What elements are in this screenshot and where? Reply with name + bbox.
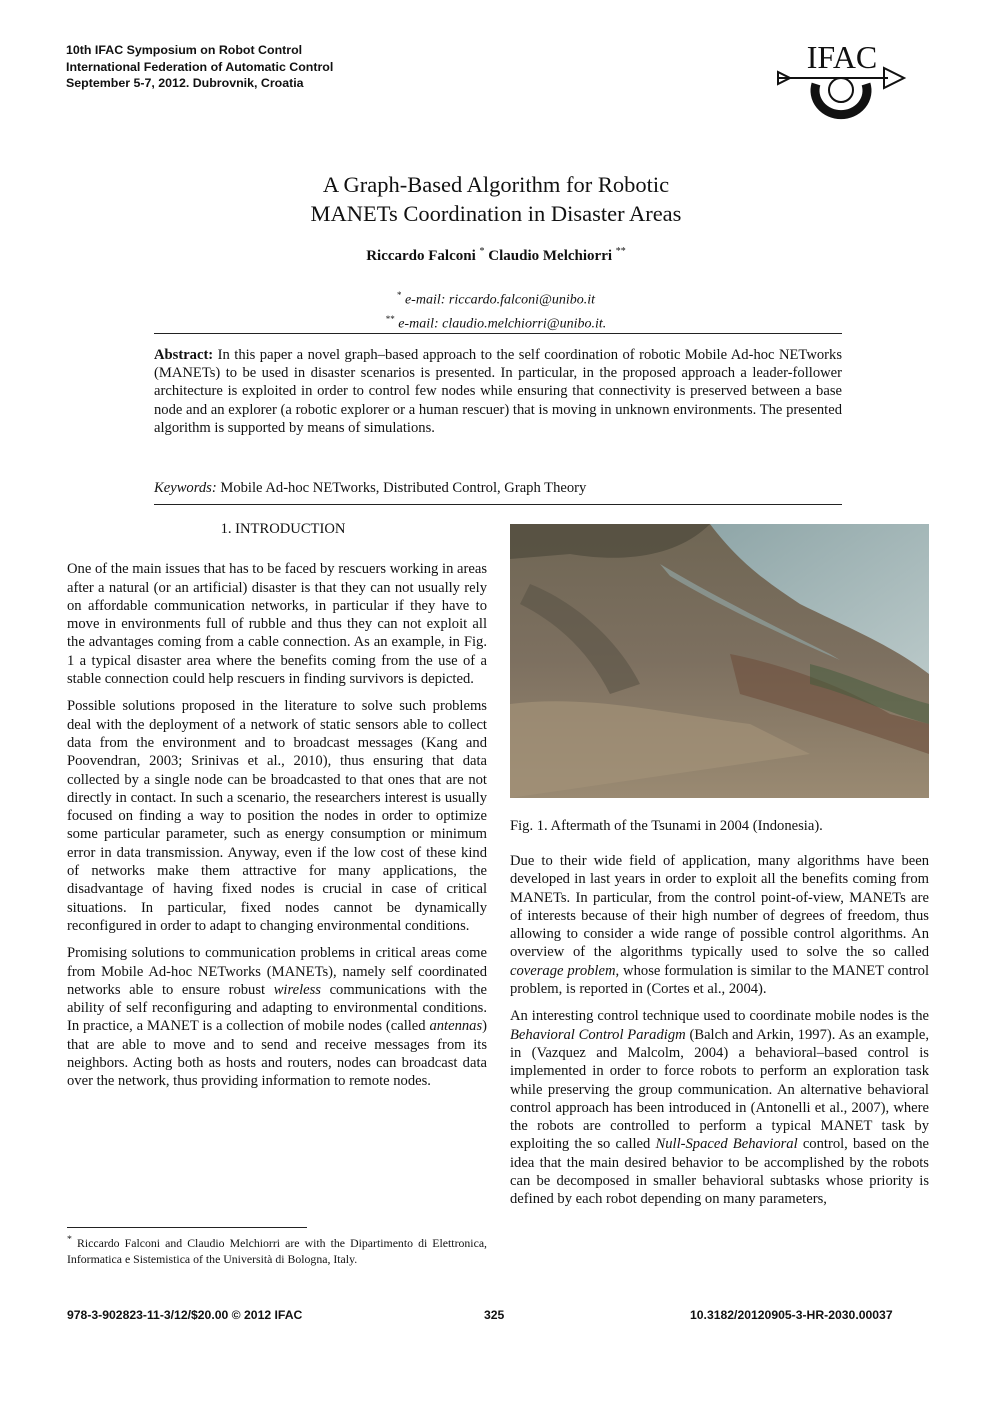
email-2: e-mail: claudio.melchiorri@unibo.it. [398,316,607,332]
text-span: communications with the ability of self reconfiguring and adapting to environmental conditions. In practice, a MANET is a collection of mobile nodes (called [67,981,487,1035]
ifac-logo-text: IFAC [806,40,878,75]
title-line-2: MANETs Coordination in Disaster Areas [310,201,682,226]
email-2-mark: ** [385,313,395,324]
text-span: An interesting control technique used to coordinate mobile nodes is the [510,1008,929,1025]
paper-title [0,170,992,228]
footnote-rule [67,1227,307,1228]
figure-disaster-photo [510,524,929,798]
right-column [510,852,929,1218]
conference-header [66,42,333,92]
author-emails [0,286,992,333]
figure-caption: Fig. 1. Aftermath of the Tsunami in 2004 (Indonesia). [510,818,823,834]
keywords-label: Keywords: [154,480,217,496]
abstract [154,346,842,437]
abstract-text: In this paper a novel graph–based approach to the self coordination of robotic Mobile Ad-hoc NETworks (MANETs) to be used in disaster scenarios is presented. In particular, in the proposed approach a leader-follower architecture is exploited in order to control few nodes while ensuring that connectivity is preserved between a base node and an explorer (a robotic explorer or a human rescuer) that is moving in unknown environments. The presented algorithm is supported by means of simulations. [154,347,842,436]
footnote-mark: * [67,1234,72,1245]
emphasis-behavioral-control: Behavioral Control Paradigm [510,1026,686,1043]
footnote [67,1232,487,1268]
header-line-3: September 5-7, 2012. Dubrovnik, Croatia [66,76,304,90]
emphasis-null-spaced: Null-Spaced Behavioral [655,1136,798,1153]
intro-paragraph-1: One of the main issues that has to be faced by rescuers working in areas after a natural (or an artificial) disaster is that they can not usually rely on affordable communication networks, in particular if they have to move in environments full of rubble and thus they can not exploit all the advantages coming from a cable connection. As an example, in Fig. 1 a typical disaster area where the benefits coming from the use of a stable connection could help rescuers in finding survivors is depicted. [67,561,487,688]
author-1: Riccardo Falconi [366,248,476,264]
footer-doi: 10.3182/20120905-3-HR-2030.00037 [690,1308,893,1322]
ifac-logo [776,40,908,126]
email-1: e-mail: riccardo.falconi@unibo.it [404,292,596,308]
abstract-bottom-rule [154,504,842,505]
title-line-1: A Graph-Based Algorithm for Robotic [322,172,670,197]
right-paragraph-2 [510,1007,929,1208]
header-line-2: International Federation of Automatic Control [66,59,334,74]
abstract-label: Abstract: [154,347,214,363]
emphasis-coverage-problem: coverage problem [510,962,616,979]
email-1-mark: * [396,290,402,300]
page-number: 325 [484,1308,505,1322]
section-heading-introduction: 1. INTRODUCTION [220,521,346,537]
emphasis-wireless: wireless [273,981,321,998]
footer-isbn: 978-3-902823-11-3/12/$20.00 © 2012 IFAC [67,1308,303,1322]
text-span: , whose formulation is similar to the MANET control problem, is reported in (Cortes et al., 2004). [510,962,929,998]
footnote-text: Riccardo Falconi and Claudio Melchiorri are with the Dipartimento di Elettronica, Informatica e Sistemistica of the Università di Bologna, Italy. [67,1235,488,1267]
right-paragraph-1 [510,852,929,998]
author-2-mark: ** [615,246,626,257]
author-list [0,246,992,265]
header-line-1: 10th IFAC Symposium on Robot Control [66,43,303,57]
emphasis-antennas: antennas [429,1018,483,1035]
author-2: Claudio Melchiorri [488,248,613,264]
text-span: (Balch and Arkin, 1997). As an example, in (Vazquez and Malcolm, 2004) a behavioral–based control is implemented in order to force robots to perform an exploration task while preserving the group communication. An alternative behavioral control approach has been introduced in (Antonelli et al., 2007), where the robots are controlled to perform a typical MANET task by exploiting the so called [510,1026,930,1153]
intro-paragraph-3 [67,944,487,1090]
intro-paragraph-2: Possible solutions proposed in the literature to solve such problems deal with the deployment of a network of static sensors able to collect data from the environment and to broadcast messages (Kang and Poovendran, 2003; Srinivas et al., 2010), thus ensuring that data collected by a single node can be broadcasted to that ones that are not directly in contact. In such a scenario, the researchers interest is usually focused on finding a way to position the nodes in order to optimize some particular parameter, such as energy consumption or minimum error in data transmission. Anyway, even if the low cost of these kind of networks make them attractive for many applications, the disadvantage of having fixed nodes is crucial in case of critical situations. In particular, fixed nodes cannot be dynamically reconfigured in order to adapt to changing environmental conditions. [67,698,487,934]
author-1-mark: * [479,246,485,257]
text-span: Promising solutions to communication problems in critical areas come from Mobile Ad-hoc NETworks (MANETs), namely self coordinated networks able to ensure robust [67,945,487,998]
text-span: Due to their wide field of application, many algorithms have been developed in last years in order to exploit all the benefits coming from MANETs. In particular, from the control point-of-view, MANETs are of interests because of their high number of degrees of freedom, thus allowing to consider a wide range of possible control algorithms. An overview of the algorithms typically used to solve the so called [510,853,929,961]
left-column [67,520,487,1100]
keywords [154,479,842,497]
text-span: ) that are able to move and to send and receive messages from its neighbors. Acting both as hosts and routers, nodes can broadcast data over the network, thus providing information to remote nodes. [67,1018,488,1090]
keywords-text: Mobile Ad-hoc NETworks, Distributed Control, Graph Theory [220,480,587,496]
abstract-top-rule [154,333,842,334]
text-span: control, based on the idea that the main desired behavior to be accomplished by the robots can be decomposed in smaller behavioral subtasks whose priority is defined by each robot depending on many parameters, [510,1136,929,1208]
